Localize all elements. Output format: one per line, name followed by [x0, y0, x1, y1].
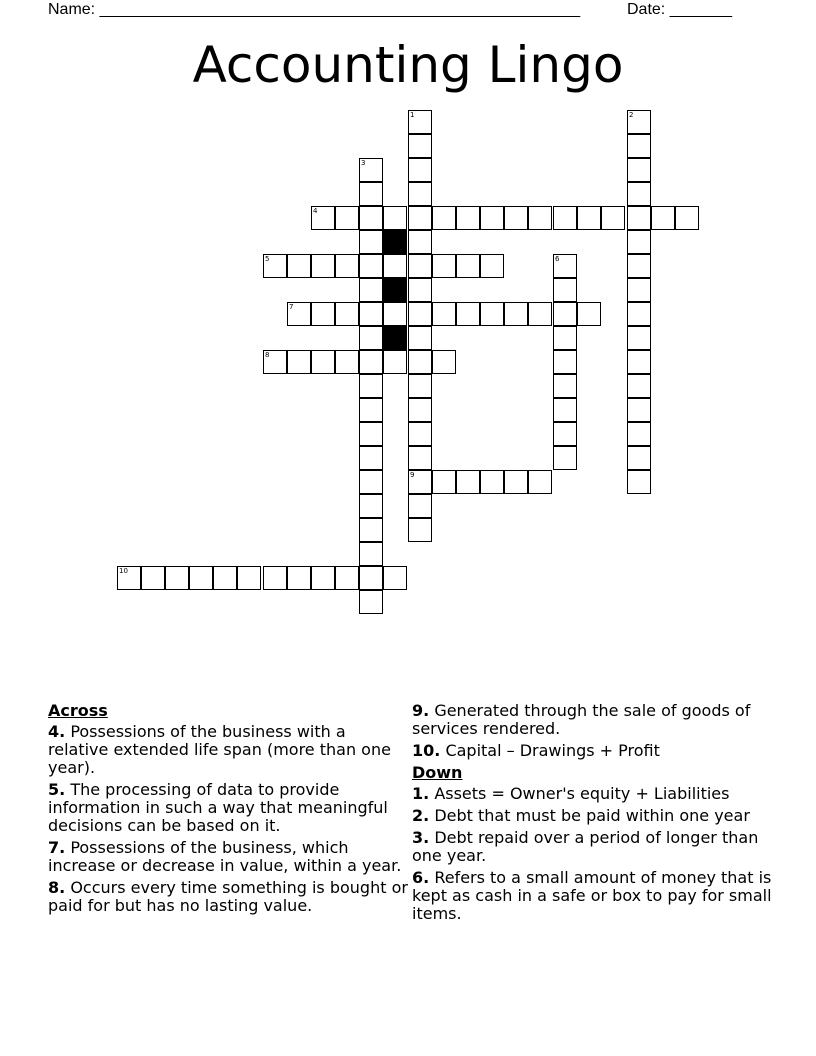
cell-number: 9	[410, 471, 415, 479]
crossword-cell[interactable]	[335, 350, 359, 374]
crossword-cell[interactable]	[408, 518, 432, 542]
crossword-cell[interactable]	[383, 206, 407, 230]
clue-across-7	[48, 839, 408, 875]
crossword-cell[interactable]	[165, 566, 189, 590]
crossword-cell[interactable]	[528, 206, 552, 230]
crossword-cell[interactable]	[553, 422, 577, 446]
crossword-cell[interactable]	[408, 254, 432, 278]
clue-text: Assets = Owner's equity + Liabilities	[434, 784, 730, 803]
clue-down-1	[412, 785, 772, 803]
crossword-cell[interactable]	[627, 110, 651, 134]
crossword-cell[interactable]	[359, 422, 383, 446]
crossword-cell[interactable]	[359, 446, 383, 470]
clue-text: Debt that must be paid within one year	[434, 806, 750, 825]
crossword-cell[interactable]	[627, 422, 651, 446]
clue-number: 1.	[412, 784, 430, 803]
crossword-cell[interactable]	[480, 206, 504, 230]
crossword-cell[interactable]	[675, 206, 699, 230]
clues-right-column	[412, 702, 772, 927]
crossword-cell[interactable]	[504, 206, 528, 230]
crossword-cell[interactable]	[408, 110, 432, 134]
crossword-cell[interactable]	[189, 566, 213, 590]
crossword-cell[interactable]	[359, 518, 383, 542]
crossword-cell[interactable]	[311, 302, 335, 326]
clue-number: 9.	[412, 701, 430, 720]
crossword-cell[interactable]	[553, 326, 577, 350]
crossword-cell[interactable]	[335, 254, 359, 278]
crossword-cell[interactable]	[408, 422, 432, 446]
crossword-cell[interactable]	[359, 206, 383, 230]
crossword-cell[interactable]	[237, 566, 261, 590]
name-blank: ______________________________________________________	[99, 1, 581, 18]
crossword-cell[interactable]	[408, 374, 432, 398]
crossword-cell[interactable]	[311, 254, 335, 278]
crossword-cell[interactable]	[553, 278, 577, 302]
clue-text: The processing of data to provide information in such a way that meaningful decisions can be based on it.	[48, 780, 388, 835]
crossword-cell[interactable]	[383, 254, 407, 278]
crossword-cell[interactable]	[408, 278, 432, 302]
crossword-cell[interactable]	[553, 254, 577, 278]
crossword-cell[interactable]	[287, 566, 311, 590]
crossword-cell[interactable]	[359, 350, 383, 374]
clue-number: 5.	[48, 780, 66, 799]
crossword-cell[interactable]	[359, 494, 383, 518]
crossword-cell[interactable]	[408, 494, 432, 518]
clue-down-6	[412, 869, 772, 923]
clue-number: 6.	[412, 868, 430, 887]
crossword-cell[interactable]	[432, 206, 456, 230]
date-blank: _______	[669, 1, 732, 18]
crossword-cell[interactable]	[311, 206, 335, 230]
crossword-cell[interactable]	[141, 566, 165, 590]
crossword-cell[interactable]	[383, 566, 407, 590]
down-heading: Down	[412, 763, 463, 782]
clue-text: Refers to a small amount of money that is kept as cash in a safe or box to pay for small items.	[412, 868, 772, 923]
crossword-cell[interactable]	[627, 182, 651, 206]
crossword-cell[interactable]	[287, 254, 311, 278]
crossword-cell[interactable]	[627, 254, 651, 278]
clue-number: 4.	[48, 722, 66, 741]
crossword-cell[interactable]	[335, 206, 359, 230]
crossword-cell[interactable]	[528, 302, 552, 326]
crossword-cell[interactable]	[408, 182, 432, 206]
crossword-cell[interactable]	[627, 446, 651, 470]
crossword-cell[interactable]	[627, 134, 651, 158]
crossword-cell[interactable]	[627, 374, 651, 398]
crossword-cell[interactable]	[627, 278, 651, 302]
crossword-cell[interactable]	[480, 254, 504, 278]
clue-number: 10.	[412, 741, 441, 760]
crossword-cell[interactable]	[627, 230, 651, 254]
clue-number: 2.	[412, 806, 430, 825]
crossword-cell[interactable]	[456, 470, 480, 494]
crossword-cell[interactable]	[553, 374, 577, 398]
crossword-cell[interactable]	[408, 350, 432, 374]
crossword-cell[interactable]	[480, 302, 504, 326]
crossword-cell[interactable]	[408, 206, 432, 230]
cell-number: 10	[119, 567, 128, 575]
crossword-cell[interactable]	[408, 302, 432, 326]
clue-text: Capital – Drawings + Profit	[445, 741, 660, 760]
crossword-cell[interactable]	[627, 206, 651, 230]
cell-number: 8	[265, 351, 270, 359]
crossword-cell[interactable]	[359, 470, 383, 494]
crossword-cell[interactable]	[504, 470, 528, 494]
crossword-block	[383, 326, 407, 350]
crossword-cell[interactable]	[359, 230, 383, 254]
cell-number: 5	[265, 255, 270, 263]
crossword-cell[interactable]	[383, 302, 407, 326]
cell-number: 1	[410, 111, 415, 119]
crossword-cell[interactable]	[359, 182, 383, 206]
crossword-cell[interactable]	[577, 206, 601, 230]
clue-number: 8.	[48, 878, 66, 897]
clue-number: 3.	[412, 828, 430, 847]
crossword-cell[interactable]	[504, 302, 528, 326]
crossword-cell[interactable]	[263, 566, 287, 590]
crossword-cell[interactable]	[432, 302, 456, 326]
crossword-cell[interactable]	[359, 158, 383, 182]
crossword-cell[interactable]	[432, 350, 456, 374]
clues-left-column	[48, 702, 408, 919]
across-heading: Across	[48, 701, 108, 720]
crossword-cell[interactable]	[627, 326, 651, 350]
crossword-cell[interactable]	[359, 566, 383, 590]
crossword-cell[interactable]	[627, 158, 651, 182]
date-label: Date:	[627, 1, 666, 18]
crossword-cell[interactable]	[528, 470, 552, 494]
crossword-cell[interactable]	[651, 206, 675, 230]
crossword-cell[interactable]	[263, 350, 287, 374]
crossword-block	[383, 230, 407, 254]
crossword-cell[interactable]	[263, 254, 287, 278]
clue-across-10	[412, 742, 772, 760]
cell-number: 4	[313, 207, 318, 215]
crossword-cell[interactable]	[627, 302, 651, 326]
clue-text: Generated through the sale of goods of services rendered.	[412, 701, 751, 738]
crossword-cell[interactable]	[359, 398, 383, 422]
crossword-cell[interactable]	[553, 398, 577, 422]
crossword-cell[interactable]	[456, 254, 480, 278]
crossword-cell[interactable]	[408, 230, 432, 254]
crossword-cell[interactable]	[359, 374, 383, 398]
crossword-cell[interactable]	[553, 302, 577, 326]
crossword-cell[interactable]	[627, 398, 651, 422]
crossword-cell[interactable]	[213, 566, 237, 590]
crossword-cell[interactable]	[408, 158, 432, 182]
crossword-cell[interactable]	[577, 302, 601, 326]
crossword-cell[interactable]	[627, 350, 651, 374]
crossword-cell[interactable]	[408, 398, 432, 422]
crossword-cell[interactable]	[359, 326, 383, 350]
crossword-cell[interactable]	[408, 446, 432, 470]
clue-down-3	[412, 829, 772, 865]
crossword-cell[interactable]	[408, 134, 432, 158]
crossword-cell[interactable]	[408, 326, 432, 350]
crossword-cell[interactable]	[359, 542, 383, 566]
crossword-cell[interactable]	[553, 446, 577, 470]
clue-down-2	[412, 807, 772, 825]
crossword-cell[interactable]	[553, 206, 577, 230]
clue-text: Occurs every time something is bought or paid for but has no lasting value.	[48, 878, 408, 915]
crossword-cell[interactable]	[553, 350, 577, 374]
crossword-cell[interactable]	[359, 278, 383, 302]
crossword-cell[interactable]	[359, 302, 383, 326]
crossword-cell[interactable]	[117, 566, 141, 590]
crossword-block	[383, 278, 407, 302]
crossword-cell[interactable]	[335, 566, 359, 590]
crossword-cell[interactable]	[627, 470, 651, 494]
cell-number: 2	[629, 111, 634, 119]
crossword-cell[interactable]	[432, 254, 456, 278]
clue-number: 7.	[48, 838, 66, 857]
cell-number: 3	[361, 159, 366, 167]
crossword-cell[interactable]	[359, 590, 383, 614]
clue-across-8	[48, 879, 408, 915]
clue-text: Debt repaid over a period of longer than one year.	[412, 828, 759, 865]
crossword-cell[interactable]	[432, 470, 456, 494]
crossword-cell[interactable]	[335, 302, 359, 326]
clue-across-5	[48, 781, 408, 835]
crossword-cell[interactable]	[456, 302, 480, 326]
crossword-cell[interactable]	[480, 470, 504, 494]
crossword-cell[interactable]	[359, 254, 383, 278]
clue-across-4	[48, 723, 408, 777]
crossword-cell[interactable]	[456, 206, 480, 230]
crossword-cell[interactable]	[408, 470, 432, 494]
cell-number: 6	[555, 255, 560, 263]
crossword-cell[interactable]	[601, 206, 625, 230]
crossword-cell[interactable]	[287, 302, 311, 326]
name-label: Name:	[48, 1, 96, 18]
cell-number: 7	[289, 303, 294, 311]
crossword-cell[interactable]	[287, 350, 311, 374]
page-title: Accounting Lingo	[192, 36, 624, 94]
clue-text: Possessions of the business, which increase or decrease in value, within a year.	[48, 838, 402, 875]
clue-across-9	[412, 702, 772, 738]
crossword-cell[interactable]	[311, 566, 335, 590]
crossword-cell[interactable]	[311, 350, 335, 374]
clue-text: Possessions of the business with a relative extended life span (more than one year).	[48, 722, 391, 777]
crossword-cell[interactable]	[383, 350, 407, 374]
